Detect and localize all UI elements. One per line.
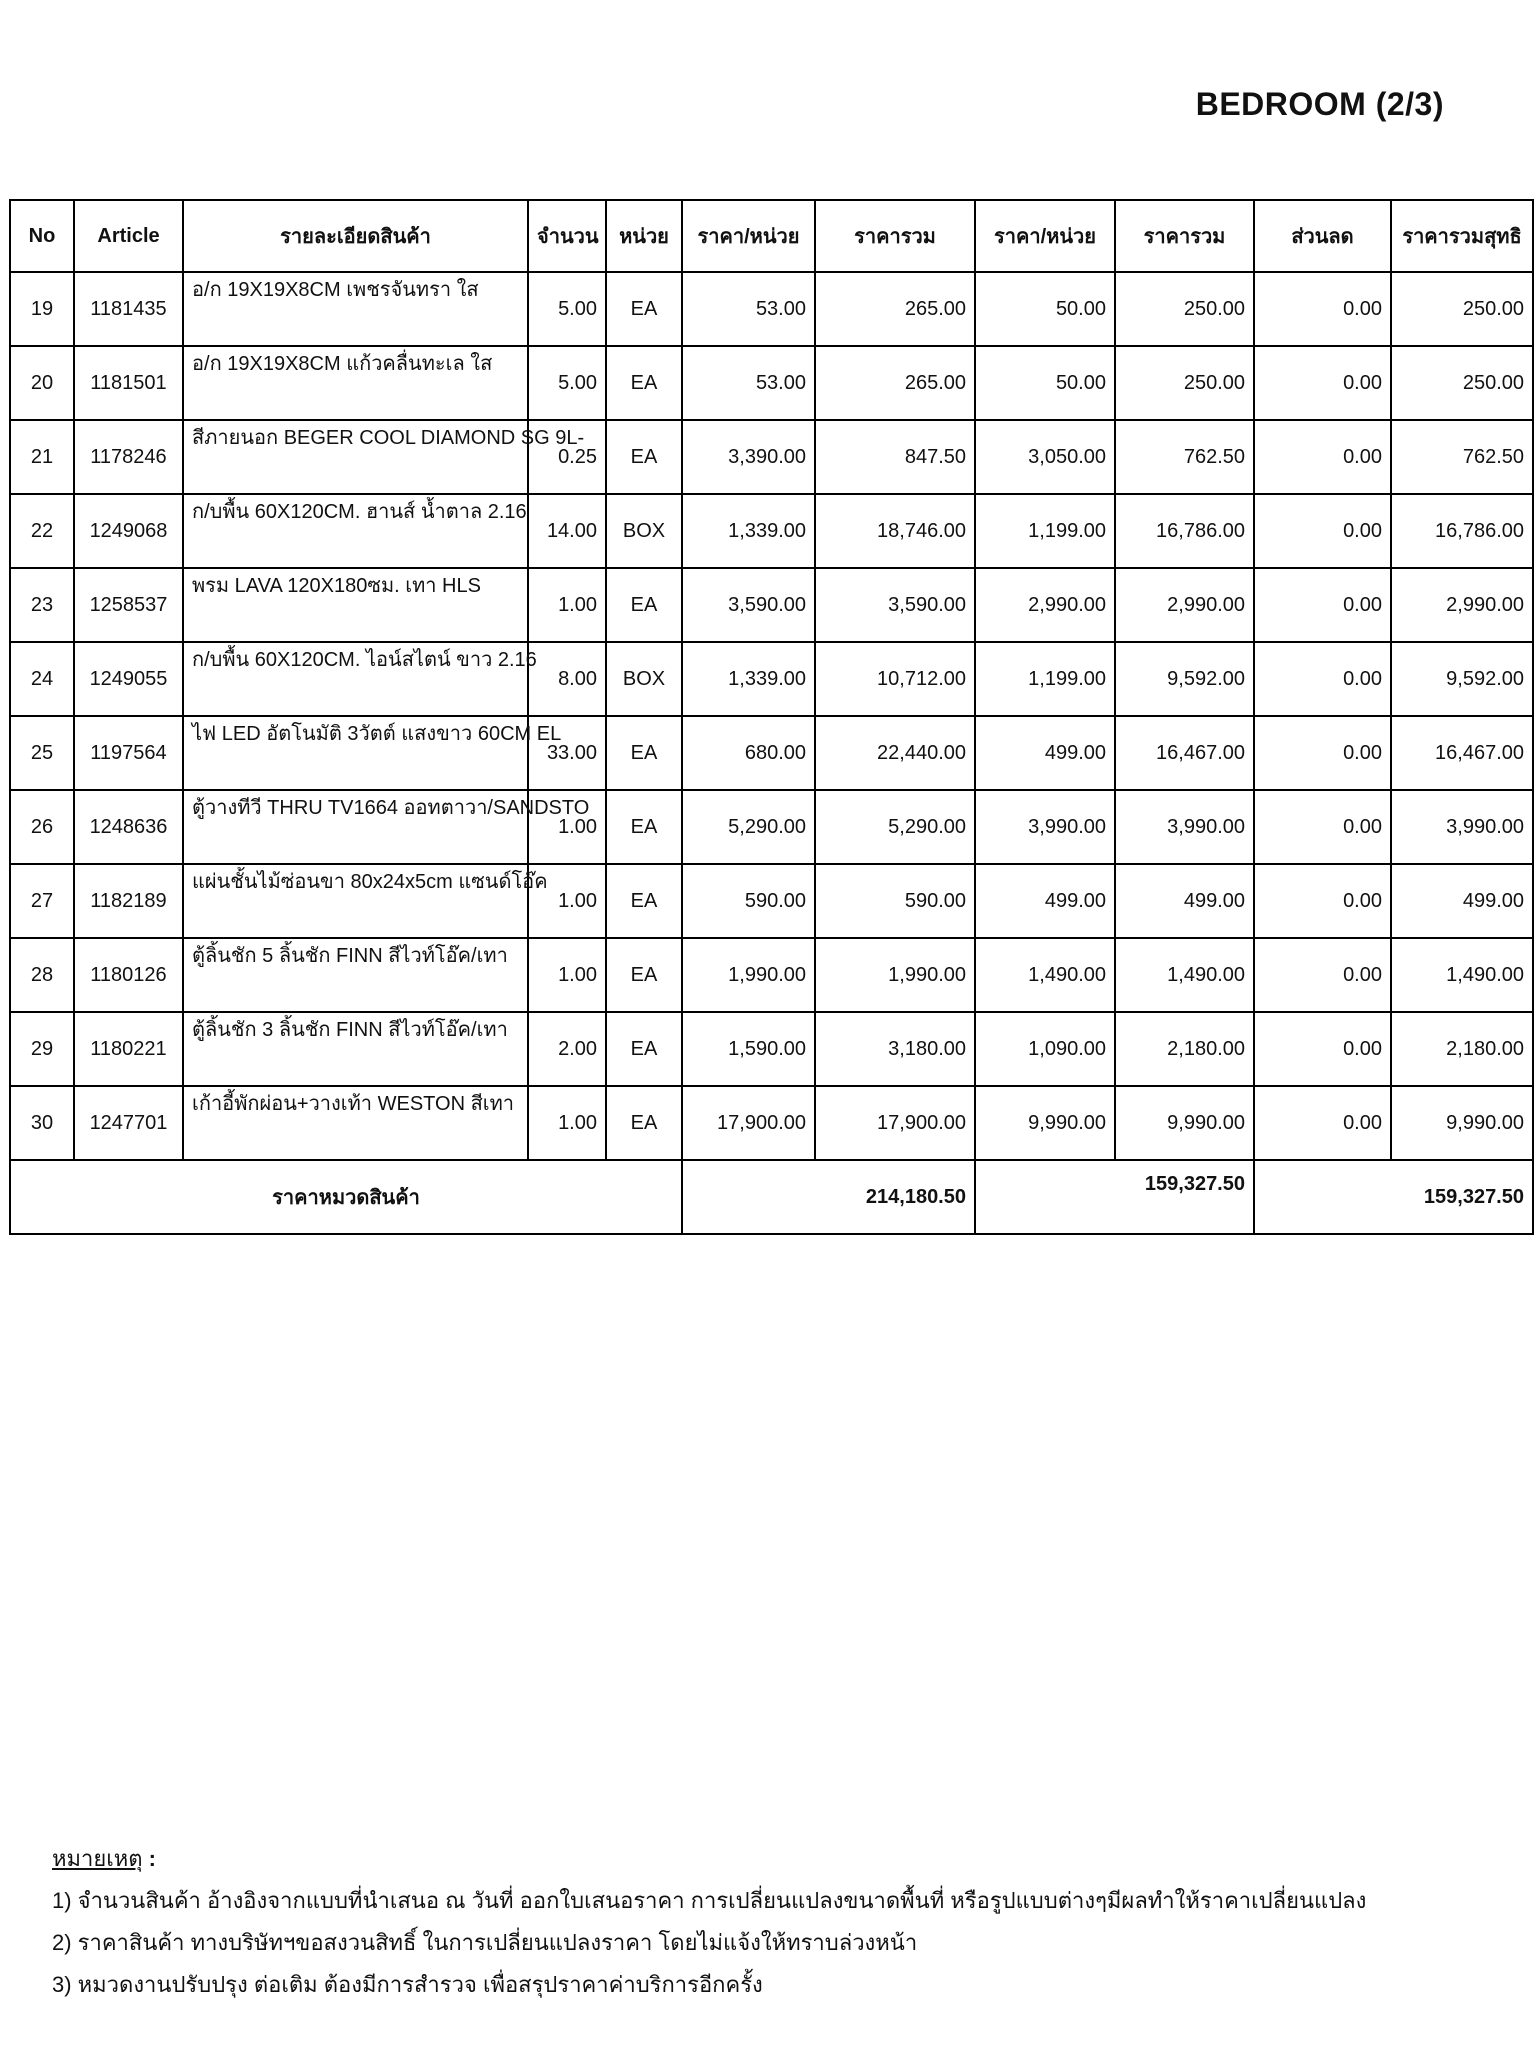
table-row — [10, 716, 1533, 790]
special-total-price-cell: 2,180.00 — [1115, 1012, 1254, 1086]
quantity-cell: 2.00 — [528, 1012, 606, 1086]
unit-price-cell: 17,900.00 — [682, 1086, 815, 1160]
table-row — [10, 494, 1533, 568]
unit-cell: EA — [606, 568, 682, 642]
row-number-cell: 26 — [10, 790, 74, 864]
total-price-cell: 590.00 — [815, 864, 975, 938]
net-total-cell: 2,180.00 — [1391, 1012, 1533, 1086]
table-row — [10, 864, 1533, 938]
unit-cell: BOX — [606, 642, 682, 716]
unit-cell: EA — [606, 272, 682, 346]
unit-cell: EA — [606, 864, 682, 938]
quantity-cell: 1.00 — [528, 1086, 606, 1160]
unit-price-cell: 53.00 — [682, 346, 815, 420]
table-footer — [10, 1160, 1533, 1234]
net-total-cell: 499.00 — [1391, 864, 1533, 938]
header-total-price: ราคารวม — [815, 200, 975, 272]
article-code-cell: 1258537 — [74, 568, 183, 642]
item-description-cell: แผ่นชั้นไม้ซ่อนขา 80x24x5cm แซนด์โอ๊ค — [183, 864, 528, 938]
net-total-cell: 9,990.00 — [1391, 1086, 1533, 1160]
unit-price-cell: 1,590.00 — [682, 1012, 815, 1086]
unit-cell: EA — [606, 1086, 682, 1160]
item-description-cell: อ/ก 19X19X8CM เพชรจันทรา ใส — [183, 272, 528, 346]
unit-price-cell: 1,339.00 — [682, 642, 815, 716]
special-total-price-cell: 250.00 — [1115, 272, 1254, 346]
unit-cell: EA — [606, 346, 682, 420]
notes-heading-colon: : — [142, 1846, 157, 1871]
article-code-cell: 1249068 — [74, 494, 183, 568]
row-number-cell: 23 — [10, 568, 74, 642]
notes-heading: หมายเหตุ — [52, 1846, 143, 1871]
special-unit-price-cell: 3,050.00 — [975, 420, 1115, 494]
row-number-cell: 30 — [10, 1086, 74, 1160]
item-description-cell: ไฟ LED อัตโนมัติ 3วัตต์ แสงขาว 60CM EL — [183, 716, 528, 790]
item-description-cell: ตู้วางทีวี THRU TV1664 ออทตาวา/SANDSTO — [183, 790, 528, 864]
category-total-row — [10, 1160, 1533, 1234]
article-code-cell: 1247701 — [74, 1086, 183, 1160]
net-total-cell: 2,990.00 — [1391, 568, 1533, 642]
total-price-cell: 847.50 — [815, 420, 975, 494]
row-number-cell: 28 — [10, 938, 74, 1012]
unit-cell: EA — [606, 716, 682, 790]
table-row — [10, 1012, 1533, 1086]
discount-cell: 0.00 — [1254, 272, 1391, 346]
unit-cell: EA — [606, 790, 682, 864]
article-code-cell: 1182189 — [74, 864, 183, 938]
article-code-cell: 1181435 — [74, 272, 183, 346]
category-total-net: 159,327.50 — [1254, 1160, 1533, 1234]
special-unit-price-cell: 50.00 — [975, 346, 1115, 420]
total-price-cell: 265.00 — [815, 346, 975, 420]
note-item-2: 2) ราคาสินค้า ทางบริษัทฯขอสงวนสิทธิ์ ในการเปลี่ยนแปลงราคา โดยไม่แจ้งให้ทราบล่วงหน้า — [52, 1930, 918, 1955]
quantity-cell: 0.25 — [528, 420, 606, 494]
table-row — [10, 1086, 1533, 1160]
header-description: รายละเอียดสินค้า — [183, 200, 528, 272]
total-price-cell: 265.00 — [815, 272, 975, 346]
table-row — [10, 272, 1533, 346]
net-total-cell: 16,786.00 — [1391, 494, 1533, 568]
category-total-label: ราคาหมวดสินค้า — [10, 1160, 682, 1234]
quantity-cell: 5.00 — [528, 272, 606, 346]
net-total-cell: 9,592.00 — [1391, 642, 1533, 716]
discount-cell: 0.00 — [1254, 568, 1391, 642]
special-unit-price-cell: 9,990.00 — [975, 1086, 1115, 1160]
net-total-cell: 250.00 — [1391, 272, 1533, 346]
table-row — [10, 938, 1533, 1012]
quantity-cell: 1.00 — [528, 864, 606, 938]
total-price-cell: 1,990.00 — [815, 938, 975, 1012]
discount-cell: 0.00 — [1254, 494, 1391, 568]
special-unit-price-cell: 1,199.00 — [975, 642, 1115, 716]
discount-cell: 0.00 — [1254, 642, 1391, 716]
header-special-total-price: ราคารวม — [1115, 200, 1254, 272]
net-total-cell: 250.00 — [1391, 346, 1533, 420]
total-price-cell: 10,712.00 — [815, 642, 975, 716]
article-code-cell: 1178246 — [74, 420, 183, 494]
total-price-cell: 17,900.00 — [815, 1086, 975, 1160]
header-unit-price: ราคา/หน่วย — [682, 200, 815, 272]
special-total-price-cell: 250.00 — [1115, 346, 1254, 420]
article-code-cell: 1180126 — [74, 938, 183, 1012]
total-price-cell: 3,590.00 — [815, 568, 975, 642]
special-unit-price-cell: 499.00 — [975, 716, 1115, 790]
table-header — [10, 200, 1533, 272]
discount-cell: 0.00 — [1254, 864, 1391, 938]
discount-cell: 0.00 — [1254, 790, 1391, 864]
unit-cell: EA — [606, 1012, 682, 1086]
unit-price-cell: 3,590.00 — [682, 568, 815, 642]
special-total-price-cell: 16,467.00 — [1115, 716, 1254, 790]
table-row — [10, 642, 1533, 716]
item-description-cell: อ/ก 19X19X8CM แก้วคลื่นทะเล ใส — [183, 346, 528, 420]
total-price-cell: 22,440.00 — [815, 716, 975, 790]
special-total-price-cell: 1,490.00 — [1115, 938, 1254, 1012]
category-total-special: 159,327.50 — [975, 1160, 1254, 1234]
row-number-cell: 19 — [10, 272, 74, 346]
quantity-cell: 1.00 — [528, 790, 606, 864]
row-number-cell: 27 — [10, 864, 74, 938]
discount-cell: 0.00 — [1254, 938, 1391, 1012]
article-code-cell: 1249055 — [74, 642, 183, 716]
quantity-cell: 1.00 — [528, 568, 606, 642]
header-special-unit-price: ราคา/หน่วย — [975, 200, 1115, 272]
header-unit: หน่วย — [606, 200, 682, 272]
unit-cell: EA — [606, 938, 682, 1012]
unit-price-cell: 1,339.00 — [682, 494, 815, 568]
net-total-cell: 16,467.00 — [1391, 716, 1533, 790]
discount-cell: 0.00 — [1254, 420, 1391, 494]
item-description-cell: สีภายนอก BEGER COOL DIAMOND SG 9L- — [183, 420, 528, 494]
special-total-price-cell: 9,592.00 — [1115, 642, 1254, 716]
article-code-cell: 1180221 — [74, 1012, 183, 1086]
net-total-cell: 3,990.00 — [1391, 790, 1533, 864]
unit-price-cell: 590.00 — [682, 864, 815, 938]
header-no: No — [10, 200, 74, 272]
discount-cell: 0.00 — [1254, 1012, 1391, 1086]
total-price-cell: 3,180.00 — [815, 1012, 975, 1086]
category-total-price: 214,180.50 — [682, 1160, 975, 1234]
discount-cell: 0.00 — [1254, 1086, 1391, 1160]
table-row — [10, 346, 1533, 420]
item-description-cell: เก้าอี้พักผ่อน+วางเท้า WESTON สีเทา — [183, 1086, 528, 1160]
special-unit-price-cell: 3,990.00 — [975, 790, 1115, 864]
special-unit-price-cell: 1,199.00 — [975, 494, 1115, 568]
total-price-cell: 18,746.00 — [815, 494, 975, 568]
notes — [52, 1838, 1366, 2006]
special-unit-price-cell: 1,090.00 — [975, 1012, 1115, 1086]
header-article: Article — [74, 200, 183, 272]
total-price-cell: 5,290.00 — [815, 790, 975, 864]
unit-cell: BOX — [606, 494, 682, 568]
special-total-price-cell: 9,990.00 — [1115, 1086, 1254, 1160]
header-discount: ส่วนลด — [1254, 200, 1391, 272]
item-description-cell: ตู้ลิ้นชัก 5 ลิ้นชัก FINN สีไวท์โอ๊ค/เทา — [183, 938, 528, 1012]
special-total-price-cell: 499.00 — [1115, 864, 1254, 938]
row-number-cell: 20 — [10, 346, 74, 420]
item-description-cell: ก/บพื้น 60X120CM. ไอน์สไตน์ ขาว 2.16 — [183, 642, 528, 716]
unit-price-cell: 1,990.00 — [682, 938, 815, 1012]
row-number-cell: 24 — [10, 642, 74, 716]
header-quantity: จำนวน — [528, 200, 606, 272]
net-total-cell: 1,490.00 — [1391, 938, 1533, 1012]
item-description-cell: พรม LAVA 120X180ซม. เทา HLS — [183, 568, 528, 642]
row-number-cell: 25 — [10, 716, 74, 790]
discount-cell: 0.00 — [1254, 716, 1391, 790]
quantity-cell: 1.00 — [528, 938, 606, 1012]
unit-price-cell: 53.00 — [682, 272, 815, 346]
table-row — [10, 420, 1533, 494]
special-total-price-cell: 16,786.00 — [1115, 494, 1254, 568]
quantity-cell: 14.00 — [528, 494, 606, 568]
special-unit-price-cell: 50.00 — [975, 272, 1115, 346]
notes-heading-line — [52, 1838, 1366, 1880]
unit-price-cell: 3,390.00 — [682, 420, 815, 494]
special-total-price-cell: 2,990.00 — [1115, 568, 1254, 642]
article-code-cell: 1248636 — [74, 790, 183, 864]
special-unit-price-cell: 1,490.00 — [975, 938, 1115, 1012]
unit-price-cell: 5,290.00 — [682, 790, 815, 864]
special-unit-price-cell: 499.00 — [975, 864, 1115, 938]
unit-cell: EA — [606, 420, 682, 494]
item-description-cell: ตู้ลิ้นชัก 3 ลิ้นชัก FINN สีไวท์โอ๊ค/เทา — [183, 1012, 528, 1086]
table-row — [10, 790, 1533, 864]
header-net-total: ราคารวมสุทธิ — [1391, 200, 1533, 272]
row-number-cell: 21 — [10, 420, 74, 494]
special-total-price-cell: 762.50 — [1115, 420, 1254, 494]
unit-price-cell: 680.00 — [682, 716, 815, 790]
table-body — [10, 272, 1533, 1160]
article-code-cell: 1181501 — [74, 346, 183, 420]
note-item-1: 1) จำนวนสินค้า อ้างอิงจากแบบที่นำเสนอ ณ วันที่ ออกใบเสนอราคา การเปลี่ยนแปลงขนาดพื้นที่ หรือรูปแบบต่างๆมีผลทำให้ราคาเปลี่ยนแปลง — [52, 1888, 1367, 1913]
discount-cell: 0.00 — [1254, 346, 1391, 420]
article-code-cell: 1197564 — [74, 716, 183, 790]
item-description-cell: ก/บพื้น 60X120CM. ฮานส์ น้ำตาล 2.16 — [183, 494, 528, 568]
row-number-cell: 22 — [10, 494, 74, 568]
note-item-3: 3) หมวดงานปรับปรุง ต่อเติม ต้องมีการสำรวจ เพื่อสรุปราคาค่าบริการอีกครั้ง — [52, 1972, 763, 1997]
table-row — [10, 568, 1533, 642]
special-total-price-cell: 3,990.00 — [1115, 790, 1254, 864]
header-row — [10, 200, 1533, 272]
net-total-cell: 762.50 — [1391, 420, 1533, 494]
quantity-cell: 8.00 — [528, 642, 606, 716]
quantity-cell: 5.00 — [528, 346, 606, 420]
quote-table — [9, 199, 1534, 1235]
quantity-cell: 33.00 — [528, 716, 606, 790]
special-unit-price-cell: 2,990.00 — [975, 568, 1115, 642]
row-number-cell: 29 — [10, 1012, 74, 1086]
page-title: BEDROOM (2/3) — [1195, 86, 1444, 122]
